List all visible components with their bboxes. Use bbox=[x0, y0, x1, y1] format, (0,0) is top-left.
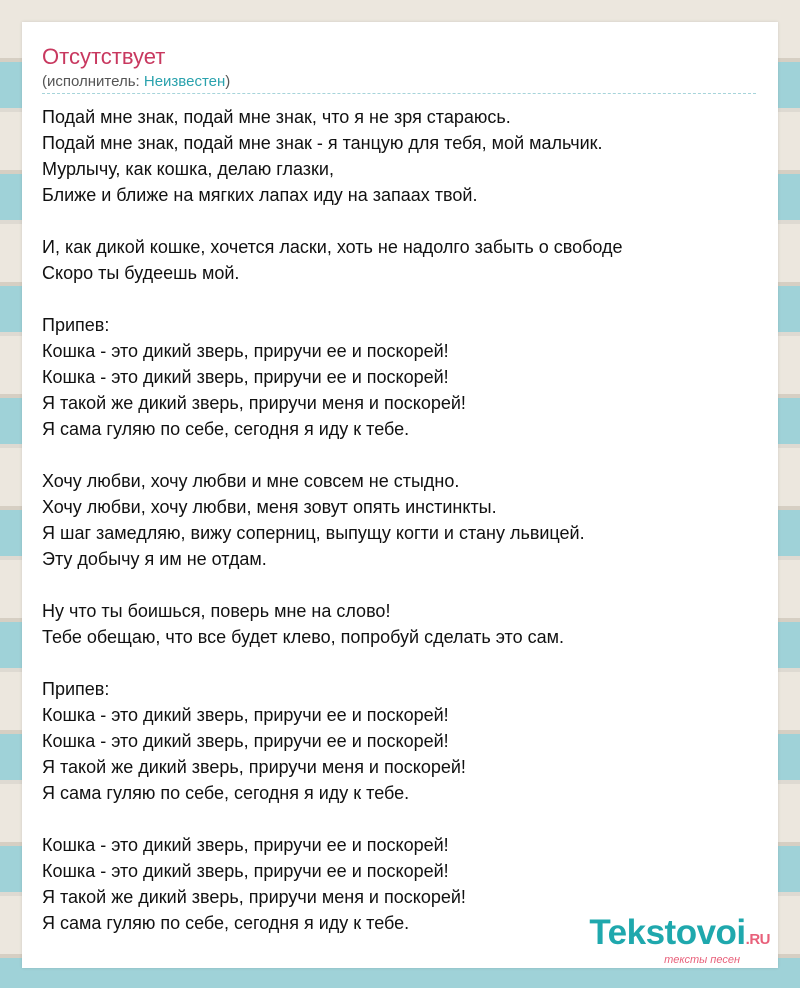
lyrics-card bbox=[22, 22, 778, 968]
logo-name: Tekstovoi bbox=[589, 913, 746, 952]
lyric-line: Ну что ты боишься, поверь мне на слово! bbox=[42, 601, 391, 621]
lyric-line: Я такой же дикий зверь, приручи меня и поскорей! bbox=[42, 757, 466, 777]
lyric-line: Хочу любви, хочу любви и мне совсем не стыдно. bbox=[42, 471, 460, 491]
artist-link[interactable]: Неизвестен bbox=[143, 73, 226, 90]
lyrics-stanza bbox=[42, 234, 758, 286]
lyric-line: Кошка - это дикий зверь, приручи ее и поскорей! bbox=[42, 835, 449, 855]
lyric-line: Скоро ты будеешь мой. bbox=[42, 263, 240, 283]
lyrics-stanza bbox=[42, 598, 758, 650]
lyric-line: Ближе и ближе на мягких лапах иду на запаах твой. bbox=[42, 185, 478, 205]
lyric-line: Я сама гуляю по себе, сегодня я иду к тебе. bbox=[42, 419, 410, 439]
lyrics-stanza bbox=[42, 104, 758, 208]
song-title: Отсутствует bbox=[42, 44, 166, 69]
lyrics-stanza bbox=[42, 468, 758, 572]
lyric-line: Припев: bbox=[42, 679, 110, 699]
lyric-line: Я шаг замедляю, вижу соперниц, выпущу когти и стану львицей. bbox=[42, 523, 585, 543]
artist-prefix: (исполнитель: bbox=[42, 73, 144, 90]
lyric-line: Я такой же дикий зверь, приручи меня и поскорей! bbox=[42, 393, 466, 413]
lyric-line: Припев: bbox=[42, 315, 110, 335]
title-divider bbox=[42, 93, 756, 94]
lyric-line: Я такой же дикий зверь, приручи меня и поскорей! bbox=[42, 887, 466, 907]
lyric-line: Эту добычу я им не отдам. bbox=[42, 549, 267, 569]
lyric-line: Тебе обещаю, что все будет клево, попробуй сделать это сам. bbox=[42, 627, 564, 647]
lyric-line: Подай мне знак, подай мне знак - я танцую для тебя, мой мальчик. bbox=[42, 133, 603, 153]
lyric-line: Хочу любви, хочу любви, меня зовут опять инстинкты. bbox=[42, 497, 497, 517]
lyrics-stanza bbox=[42, 312, 758, 442]
lyric-line: Кошка - это дикий зверь, приручи ее и поскорей! bbox=[42, 341, 449, 361]
logo-tagline: тексты песен bbox=[664, 954, 740, 966]
tekstovoi-logo[interactable] bbox=[589, 915, 770, 966]
lyric-line: Я сама гуляю по себе, сегодня я иду к тебе. bbox=[42, 783, 410, 803]
lyric-line: Кошка - это дикий зверь, приручи ее и поскорей! bbox=[42, 367, 449, 387]
logo-tld: .RU bbox=[745, 931, 770, 948]
lyric-line: Мурлычу, как кошка, делаю глазки, bbox=[42, 159, 334, 179]
lyric-line: Кошка - это дикий зверь, приручи ее и поскорей! bbox=[42, 861, 449, 881]
artist-line bbox=[42, 73, 230, 91]
lyrics-body bbox=[42, 104, 758, 962]
lyrics-stanza bbox=[42, 676, 758, 806]
lyric-line: И, как дикой кошке, хочется ласки, хоть не надолго забыть о свободе bbox=[42, 237, 623, 257]
lyric-line: Кошка - это дикий зверь, приручи ее и поскорей! bbox=[42, 731, 449, 751]
artist-suffix: ) bbox=[225, 73, 231, 90]
lyric-line: Кошка - это дикий зверь, приручи ее и поскорей! bbox=[42, 705, 449, 725]
logo-wordmark bbox=[589, 915, 770, 958]
lyric-line: Я сама гуляю по себе, сегодня я иду к тебе. bbox=[42, 913, 410, 933]
lyric-line: Подай мне знак, подай мне знак, что я не зря стараюсь. bbox=[42, 107, 511, 127]
